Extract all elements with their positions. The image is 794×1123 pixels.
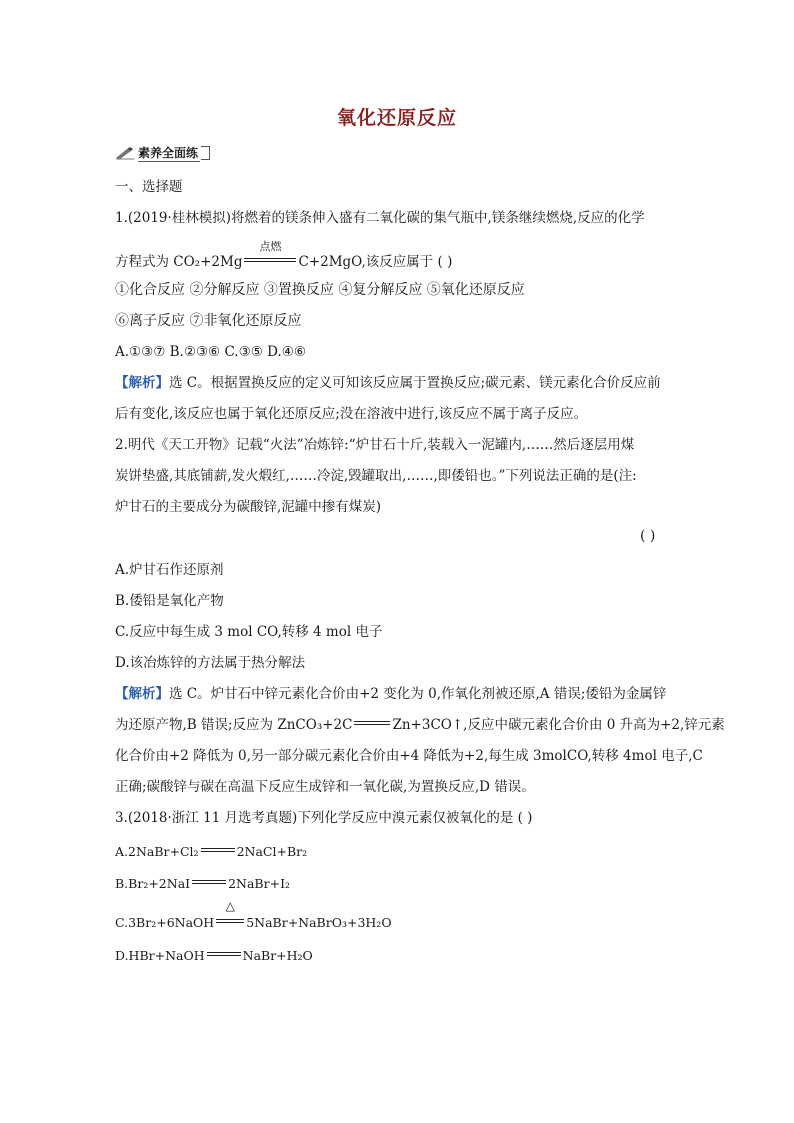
q2-stem-line1: 2.明代《天工开物》记载“火法”冶炼锌:“炉甘石十斤,装载入一泥罐内,……然后逐层用煤 [115, 437, 635, 453]
q1-analysis-line2: 后有变化,该反应也属于氧化还原反应;没在溶液中进行,该反应不属于离子反应。 [115, 406, 588, 422]
q2-analysis-line3: 化合价由+2 降低为 0,另一部分碳元素化合价由+4 降低为+2,每生成 3molCO,转移 4mol 电子,C [115, 748, 703, 764]
q2-stem-line2: 炭饼垫盛,其底铺薪,发火煅红,……冷淀,毁罐取出,……,即倭铅也。”下列说法正确的是(注: [115, 468, 637, 484]
q3-option-c [115, 899, 392, 933]
q3-option-c-right: 5NaBr+NaBrO₃+3H₂O [246, 915, 392, 930]
q3-stem: 3.(2018·浙江 11 月选考真题)下列化学反应中溴元素仅被氧化的是 ( ) [115, 810, 533, 826]
q1-equation-left: 方程式为 CO₂+2Mg [115, 254, 243, 270]
q3-option-b-equals [192, 874, 226, 888]
q2-stem-line3: 炉甘石的主要成分为碳酸锌,泥罐中掺有煤炭) [115, 499, 382, 515]
q3-option-b-right: 2NaBr+I₂ [228, 876, 291, 891]
q3-option-d-left: D.HBr+NaOH [115, 948, 205, 963]
q2-option-b: B.倭铅是氧化产物 [115, 593, 224, 609]
pen-icon [115, 146, 135, 160]
q1-analysis-label: 【解析】 [115, 375, 169, 391]
q2-answer-paren: ( ) [640, 528, 656, 544]
q2-option-d: D.该冶炼锌的方法属于热分解法 [115, 655, 306, 671]
q3-option-d [115, 946, 313, 966]
q2-analysis-line4: 正确;碳酸锌与碳在高温下反应生成锌和一氧化碳,为置换反应,D 错误。 [115, 779, 535, 795]
q3-option-d-right: NaBr+H₂O [242, 948, 313, 963]
q2-analysis-text1: 选 C。炉甘石中锌元素化合价由+2 变化为 0,作氧化剂被还原,A 错误;倭铅为金属锌 [169, 686, 667, 702]
part-heading: 一、选择题 [115, 179, 183, 195]
q1-choices: A.①③⑦ B.②③⑥ C.③⑤ D.④⑥ [115, 344, 306, 360]
q3-option-a-equals [201, 842, 235, 856]
q3-option-b [115, 874, 290, 894]
q2-analysis-line2 [115, 715, 725, 735]
q1-equals-sign [244, 240, 296, 266]
q3-option-c-left: C.3Br₂+6NaOH [115, 915, 215, 930]
q1-analysis-line1 [115, 373, 661, 393]
q3-option-c-condition: △ [225, 899, 235, 913]
q3-option-b-left: B.Br₂+2NaI [115, 876, 191, 891]
q3-option-c-equals [216, 899, 244, 927]
section-tag [115, 144, 210, 162]
page-title: 氧化还原反应 [336, 107, 457, 129]
q3-option-a-left: A.2NaBr+Cl₂ [115, 844, 199, 859]
q2-option-c: C.反应中每生成 3 mol CO,转移 4 mol 电子 [115, 624, 383, 640]
q1-analysis-text1: 选 C。根据置换反应的定义可知该反应属于置换反应;碳元素、镁元素化合价反应前 [169, 375, 661, 391]
q1-stem-line2 [115, 240, 453, 272]
q1-options-line2: ⑥离子反应 ⑦非氧化还原反应 [115, 313, 302, 329]
q1-options-line1: ①化合反应 ②分解反应 ③置换反应 ④复分解反应 ⑤氧化还原反应 [115, 282, 525, 298]
q2-equals-sign [354, 715, 390, 729]
q1-stem-line1: 1.(2019·桂林模拟)将燃着的镁条伸入盛有二氧化碳的集气瓶中,镁条继续燃烧,反应的化学 [115, 210, 645, 226]
section-tag-endcap [201, 146, 210, 160]
q3-option-a [115, 842, 307, 862]
section-tag-label: 素养全面练 [138, 146, 199, 160]
q1-condition: 点燃 [259, 240, 282, 253]
q2-analysis-label: 【解析】 [115, 686, 169, 702]
q2-analysis-text2b: Zn+3CO↑,反应中碳元素化合价由 0 升高为+2,锌元素 [392, 717, 725, 733]
q1-equation-right: C+2MgO,该反应属于 ( ) [298, 254, 453, 270]
q2-option-a: A.炉甘石作还原剂 [115, 562, 224, 578]
q3-option-a-right: 2NaCl+Br₂ [236, 844, 308, 859]
q3-option-d-equals [207, 946, 241, 960]
q2-analysis-text2a: 为还原产物,B 错误;反应为 ZnCO₃+2C [115, 717, 353, 733]
q2-analysis-line1 [115, 684, 666, 704]
